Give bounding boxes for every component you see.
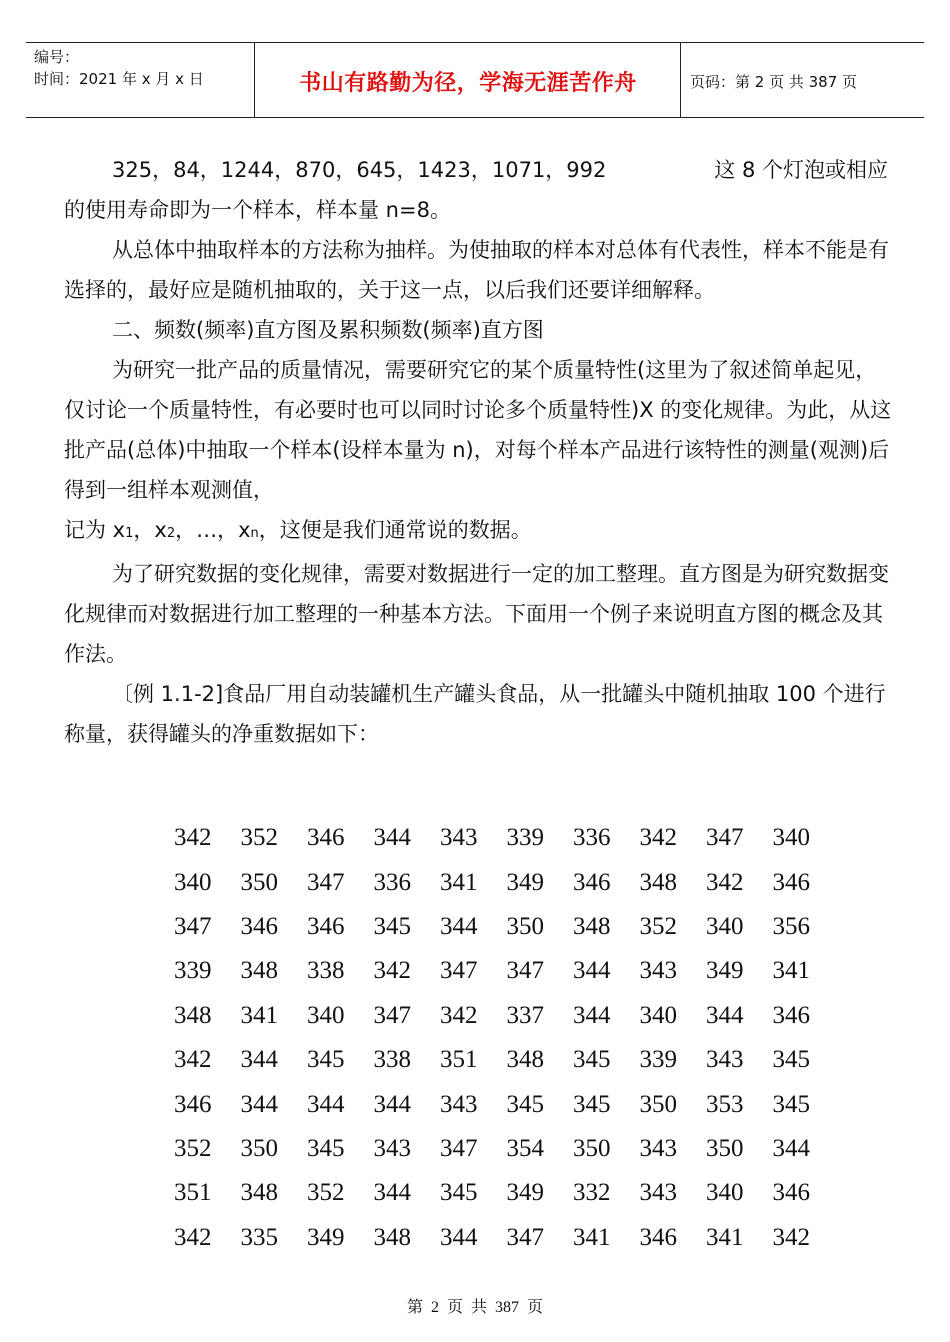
paragraph-sample-size: 的使用寿命即为一个样本，样本量 n=8。: [64, 198, 451, 222]
time-label: 时间：2021 年 x 月 x 日: [34, 70, 204, 88]
table-cell: 344: [573, 957, 611, 985]
table-row: [172, 1038, 837, 1082]
table-cell: 352: [174, 1134, 212, 1162]
paragraph-observations: [64, 510, 894, 554]
obs-prefix: 记为 x: [64, 518, 126, 542]
table-cell: 347: [307, 868, 345, 896]
table-row: [172, 1082, 837, 1126]
table-cell: 345: [307, 1134, 345, 1162]
table-cell: 349: [706, 957, 744, 985]
table-cell: 340: [639, 1001, 677, 1029]
table-cell: 341: [772, 957, 810, 985]
table-cell: 337: [506, 1001, 544, 1029]
subscript-1: 1: [125, 526, 134, 541]
table-cell: 350: [240, 868, 278, 896]
footer-total-pages: 387: [495, 1299, 520, 1316]
table-row: [172, 1171, 837, 1215]
table-cell: 341: [240, 1001, 278, 1029]
table-cell: 344: [440, 1223, 478, 1251]
table-cell: 339: [639, 1046, 677, 1074]
table-cell: 344: [440, 912, 478, 940]
table-cell: 346: [772, 1001, 810, 1029]
header-motto: 书山有路勤为径，学海无涯苦作舟: [299, 70, 637, 96]
table-cell: 348: [573, 912, 611, 940]
table-row: [172, 816, 837, 860]
table-cell: 350: [506, 912, 544, 940]
table-cell: 346: [174, 1090, 212, 1118]
table-cell: 350: [639, 1090, 677, 1118]
table-cell: 340: [706, 1179, 744, 1207]
table-cell: 342: [772, 1223, 810, 1251]
table-cell: 345: [573, 1090, 611, 1118]
table-cell: 346: [307, 824, 345, 852]
footer-ye2: 页: [527, 1299, 544, 1316]
table-cell: 335: [240, 1223, 278, 1251]
obs-sep-2: ，…，x: [175, 518, 251, 542]
table-cell: 352: [307, 1179, 345, 1207]
subscript-n: n: [250, 526, 259, 541]
section-title: 二、频数(频率)直方图及累积频数(频率)直方图: [112, 318, 544, 342]
table-cell: 345: [772, 1046, 810, 1074]
table-cell: 341: [706, 1223, 744, 1251]
table-cell: 343: [706, 1046, 744, 1074]
table-cell: 332: [573, 1179, 611, 1207]
table-cell: 349: [506, 868, 544, 896]
table-cell: 344: [240, 1046, 278, 1074]
table-cell: 345: [573, 1046, 611, 1074]
table-cell: 352: [639, 912, 677, 940]
table-row: [172, 905, 837, 949]
table-row: [172, 1216, 837, 1260]
table-cell: 346: [639, 1223, 677, 1251]
table-cell: 350: [573, 1134, 611, 1162]
obs-suffix: ，这便是我们通常说的数据。: [258, 518, 532, 542]
table-cell: 346: [772, 868, 810, 896]
table-cell: 345: [373, 912, 411, 940]
table-cell: 340: [174, 868, 212, 896]
table-cell: 338: [307, 957, 345, 985]
table-cell: 349: [307, 1223, 345, 1251]
table-cell: 348: [506, 1046, 544, 1074]
table-cell: 353: [706, 1090, 744, 1118]
table-cell: 344: [240, 1090, 278, 1118]
table-cell: 342: [373, 957, 411, 985]
table-cell: 344: [573, 1001, 611, 1029]
table-row: [172, 1127, 837, 1171]
table-cell: 343: [440, 1090, 478, 1118]
table-cell: 347: [373, 1001, 411, 1029]
table-cell: 341: [573, 1223, 611, 1251]
table-cell: 344: [706, 1001, 744, 1029]
table-cell: 348: [240, 957, 278, 985]
sample-values-tail: 这 8 个灯泡或相应: [714, 158, 888, 182]
table-row: [172, 994, 837, 1038]
table-cell: 345: [440, 1179, 478, 1207]
table-cell: 343: [639, 1134, 677, 1162]
footer-gong: 共: [471, 1299, 488, 1316]
table-cell: 347: [706, 824, 744, 852]
paragraph-histogram: 为了研究数据的变化规律，需要对数据进行一定的加工整理。直方图是为研究数据变化规律而对数据进行加工整理的一种基本方法。下面用一个例子来说明直方图的概念及其作法。: [64, 562, 889, 666]
table-cell: 342: [440, 1001, 478, 1029]
table-cell: 348: [373, 1223, 411, 1251]
table-cell: 344: [373, 1090, 411, 1118]
table-cell: 345: [506, 1090, 544, 1118]
table-cell: 347: [174, 912, 212, 940]
table-cell: 342: [174, 1046, 212, 1074]
table-cell: 344: [772, 1134, 810, 1162]
table-cell: 342: [639, 824, 677, 852]
table-cell: 348: [240, 1179, 278, 1207]
sample-values: 325，84，1244，870，645，1423，1071，992: [112, 158, 607, 182]
table-row: [172, 949, 837, 993]
table-cell: 348: [639, 868, 677, 896]
table-cell: 340: [772, 824, 810, 852]
table-row: [172, 860, 837, 904]
table-cell: 342: [174, 1223, 212, 1251]
table-cell: 347: [440, 1134, 478, 1162]
paragraph-example: 〔例 1.1-2]食品厂用自动装罐机生产罐头食品，从一批罐头中随机抽取 100 个进行称量，获得罐头的净重数据如下：: [64, 682, 886, 746]
table-cell: 348: [174, 1001, 212, 1029]
table-cell: 344: [307, 1090, 345, 1118]
paragraph-sampling: 从总体中抽取样本的方法称为抽样。为使抽取的样本对总体有代表性，样本不能是有选择的，最好应是随机抽取的，关于这一点，以后我们还要详细解释。: [64, 238, 889, 302]
paragraph-quality: 为研究一批产品的质量情况，需要研究它的某个质量特性(这里为了叙述简单起见，仅讨论一个质量特性，有必要时也可以同时讨论多个质量特性)X 的变化规律。为此，从这批产品(总体)中抽取一个样本(设样本量为 n)，对每个样本产品进行该特性的测量(观测)后得到一组样本观测值，: [64, 358, 892, 502]
table-cell: 349: [506, 1179, 544, 1207]
table-cell: 346: [573, 868, 611, 896]
header-page-info: 页码：第 2 页 共 387 页: [690, 72, 858, 91]
table-cell: 343: [639, 957, 677, 985]
table-cell: 341: [440, 868, 478, 896]
header-divider-left: [254, 43, 255, 117]
table-cell: 352: [240, 824, 278, 852]
table-cell: 340: [307, 1001, 345, 1029]
table-cell: 344: [373, 1179, 411, 1207]
page-footer: [0, 1294, 950, 1317]
document-body: [64, 150, 894, 754]
subscript-2: 2: [166, 526, 176, 541]
table-cell: 339: [506, 824, 544, 852]
table-cell: 354: [506, 1134, 544, 1162]
table-cell: 340: [706, 912, 744, 940]
net-weight-table: [172, 816, 837, 1260]
code-label: 编号：: [34, 48, 80, 66]
table-cell: 351: [174, 1179, 212, 1207]
header-meta: [34, 46, 204, 90]
table-cell: 347: [506, 1223, 544, 1251]
table-cell: 336: [573, 824, 611, 852]
paragraph-sample-values: [64, 150, 894, 190]
table-cell: 346: [772, 1179, 810, 1207]
footer-ye: 页: [446, 1299, 463, 1316]
footer-di: 第: [406, 1299, 423, 1316]
table-cell: 350: [240, 1134, 278, 1162]
table-cell: 336: [373, 868, 411, 896]
table-cell: 351: [440, 1046, 478, 1074]
table-cell: 339: [174, 957, 212, 985]
table-cell: 338: [373, 1046, 411, 1074]
table-cell: 342: [706, 868, 744, 896]
table-cell: 343: [639, 1179, 677, 1207]
table-cell: 343: [373, 1134, 411, 1162]
table-cell: 345: [772, 1090, 810, 1118]
footer-page-number: 2: [430, 1299, 439, 1316]
header-divider-right: [680, 43, 681, 117]
table-cell: 346: [240, 912, 278, 940]
table-cell: 347: [506, 957, 544, 985]
table-cell: 342: [174, 824, 212, 852]
obs-sep-1: ，x: [133, 518, 167, 542]
table-cell: 356: [772, 912, 810, 940]
table-cell: 346: [307, 912, 345, 940]
page-header: [26, 42, 924, 118]
table-cell: 347: [440, 957, 478, 985]
table-cell: 343: [440, 824, 478, 852]
table-cell: 345: [307, 1046, 345, 1074]
table-cell: 350: [706, 1134, 744, 1162]
table-cell: 344: [373, 824, 411, 852]
